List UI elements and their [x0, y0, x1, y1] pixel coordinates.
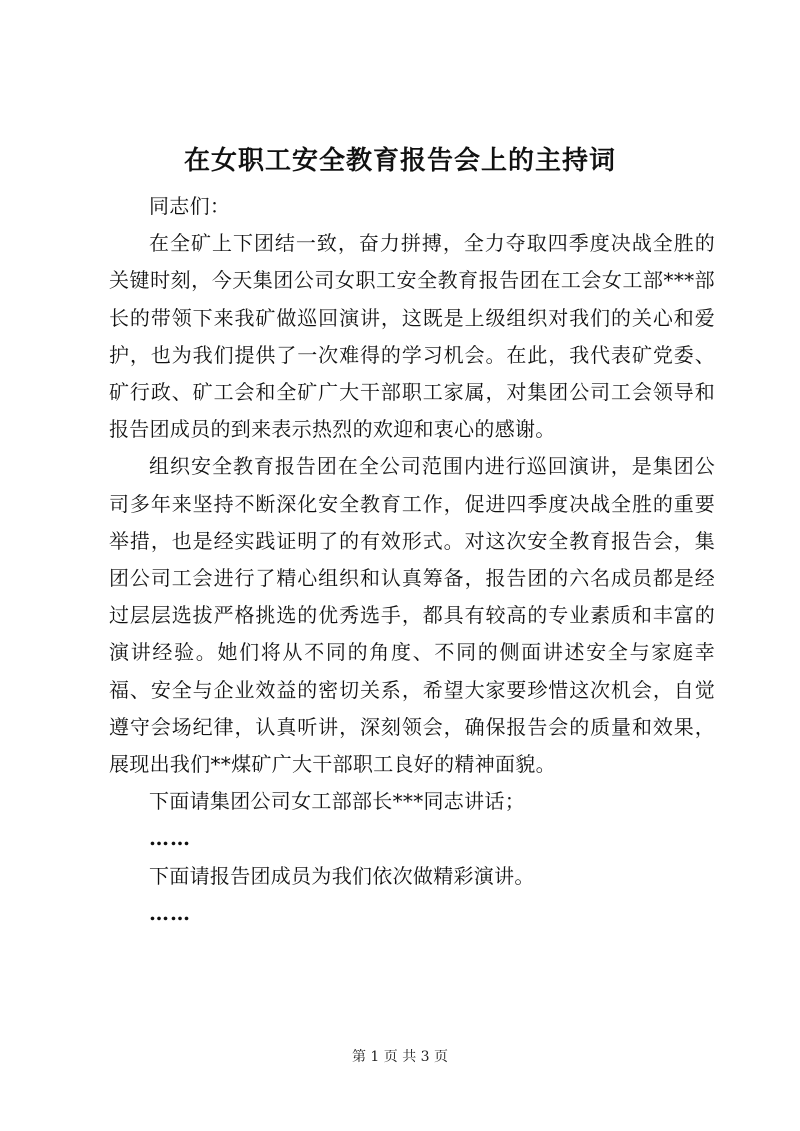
document-title: 在女职工安全教育报告会上的主持词 [183, 146, 616, 176]
paragraph-invite-speakers: 下面请报告团成员为我们依次做精彩演讲。 [149, 863, 535, 888]
paragraph-purpose: 组织安全教育报告团在全公司范围内进行巡回演讲，是集团公司多年来坚持不断深化安全教育工作，促进四季度决战全胜的重要举措，也是经实践证明了的有效形式。对这次安全教育报告会，集团公司工会进行了精心组织和认真筹备，报告团的六名成员都是经过层层选拔严格挑选的优秀选手，都具有较高的专业素质和丰富的演讲经验。她们将从不同的角度、不同的侧面讲述安全与家庭幸福、安全与企业效益的密切关系，希望大家要珍惜这次机会，自觉遵守会场纪律，认真听讲，深刻领会，确保报告会的质量和效果，展现出我们**煤矿广大干部职工良好的精神面貌。 [109, 454, 715, 777]
ellipsis-1: …… [149, 826, 191, 851]
document-body [109, 188, 715, 932]
ellipsis-2: …… [149, 900, 191, 925]
salutation: 同志们： [149, 194, 231, 218]
page-footer: 第 1 页 共 3 页 [351, 1049, 449, 1065]
paragraph-welcome: 在全矿上下团结一致，奋力拼搏，全力夺取四季度决战全胜的关键时刻，今天集团公司女职工安全教育报告团在工会女工部***部长的带领下来我矿做巡回演讲，这既是上级组织对我们的关心和爱护，也为我们提供了一次难得的学习机会。在此，我代表矿党委、矿行政、矿工会和全矿广大干部职工家属，对集团公司工会领导和报告团成员的到来表示热烈的欢迎和衷心的感谢。 [109, 231, 715, 442]
paragraph-invite-speech: 下面请集团公司女工部部长***同志讲话； [149, 789, 525, 814]
